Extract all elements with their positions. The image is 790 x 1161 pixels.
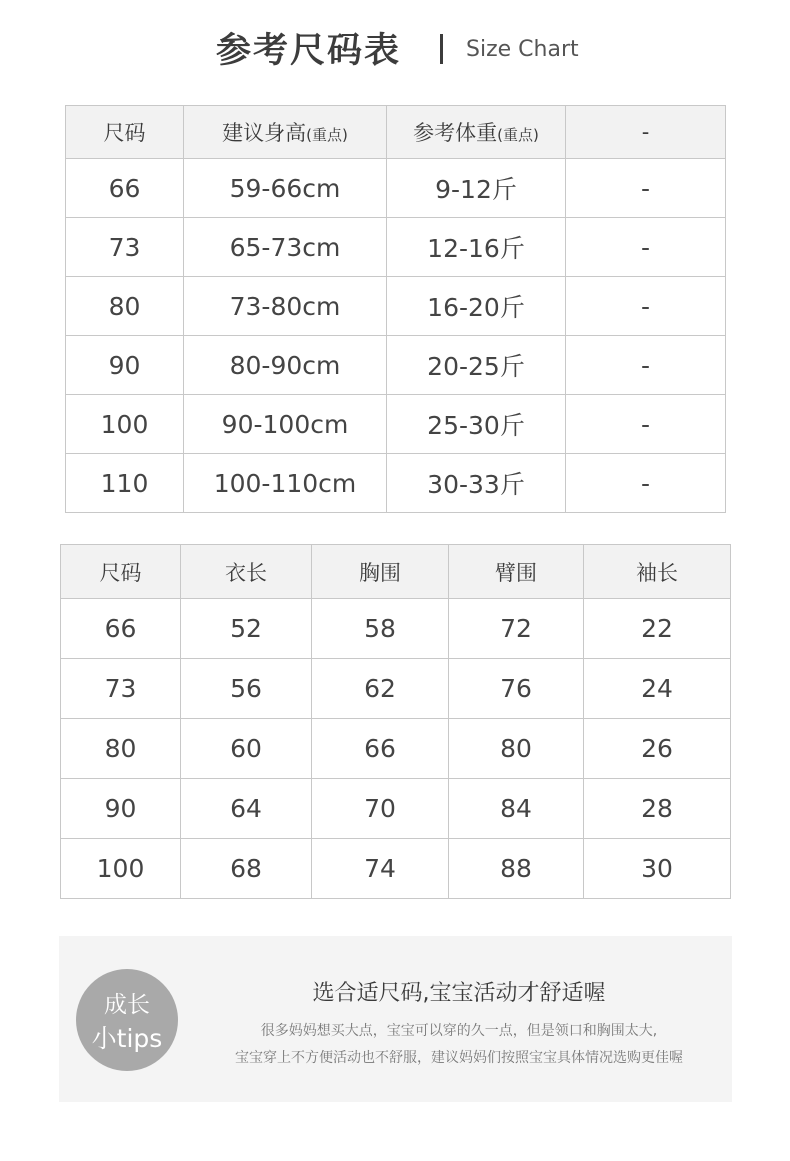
header-cell-size: 尺码	[61, 545, 181, 599]
size-weight-table	[65, 105, 726, 513]
weight-cell: 9-12斤	[387, 159, 566, 218]
arm-cell: 88	[449, 839, 584, 899]
page-header	[0, 28, 790, 74]
length-cell: 56	[181, 659, 312, 719]
chest-cell: 70	[312, 779, 449, 839]
length-cell: 64	[181, 779, 312, 839]
size-cell: 90	[66, 336, 184, 395]
chest-cell: 58	[312, 599, 449, 659]
blank-cell: -	[566, 218, 726, 277]
table-row	[61, 779, 731, 839]
blank-cell: -	[566, 454, 726, 513]
chest-cell: 62	[312, 659, 449, 719]
arm-cell: 84	[449, 779, 584, 839]
height-cell: 100-110cm	[184, 454, 387, 513]
arm-cell: 76	[449, 659, 584, 719]
tips-badge-line1: 成长	[104, 992, 150, 1018]
header-cell-height: 建议身高(重点)	[184, 106, 387, 159]
measurement-table	[60, 544, 731, 899]
height-cell: 65-73cm	[184, 218, 387, 277]
page-title: 参考尺码表	[216, 31, 402, 71]
height-cell: 59-66cm	[184, 159, 387, 218]
size-cell: 66	[66, 159, 184, 218]
height-cell: 80-90cm	[184, 336, 387, 395]
size-cell: 73	[61, 659, 181, 719]
table-row	[66, 336, 726, 395]
header-cell-sleeve: 袖长	[584, 545, 731, 599]
arm-cell: 72	[449, 599, 584, 659]
length-cell: 52	[181, 599, 312, 659]
blank-cell: -	[566, 336, 726, 395]
header-cell-chest: 胸围	[312, 545, 449, 599]
tips-text-line1: 很多妈妈想买大点，宝宝可以穿的久一点，但是领口和胸围太大,	[260, 1023, 658, 1039]
weight-cell: 25-30斤	[387, 395, 566, 454]
length-cell: 68	[181, 839, 312, 899]
size-cell: 73	[66, 218, 184, 277]
weight-cell: 16-20斤	[387, 277, 566, 336]
table-row	[66, 159, 726, 218]
sleeve-cell: 24	[584, 659, 731, 719]
table-row	[66, 218, 726, 277]
sleeve-cell: 28	[584, 779, 731, 839]
length-cell: 60	[181, 719, 312, 779]
weight-cell: 12-16斤	[387, 218, 566, 277]
weight-cell: 30-33斤	[387, 454, 566, 513]
header-cell-length: 衣长	[181, 545, 312, 599]
sleeve-cell: 26	[584, 719, 731, 779]
tips-badge	[76, 969, 178, 1071]
weight-cell: 20-25斤	[387, 336, 566, 395]
size-cell: 110	[66, 454, 184, 513]
blank-cell: -	[566, 395, 726, 454]
tips-panel	[59, 936, 732, 1102]
table-header-row	[66, 106, 726, 159]
size-cell: 80	[66, 277, 184, 336]
table-row	[66, 395, 726, 454]
height-cell: 73-80cm	[184, 277, 387, 336]
tips-badge-line2: 小tips	[91, 1024, 163, 1053]
size-cell: 100	[66, 395, 184, 454]
table-row	[66, 454, 726, 513]
table-row	[61, 839, 731, 899]
blank-cell: -	[566, 277, 726, 336]
chest-cell: 66	[312, 719, 449, 779]
arm-cell: 80	[449, 719, 584, 779]
header-cell-weight: 参考体重(重点)	[387, 106, 566, 159]
size-cell: 90	[61, 779, 181, 839]
table-row	[61, 659, 731, 719]
blank-cell: -	[566, 159, 726, 218]
tips-heading: 选合适尺码,宝宝活动才舒适喔	[312, 981, 606, 1006]
header-cell-blank: -	[566, 106, 726, 159]
height-cell: 90-100cm	[184, 395, 387, 454]
table-row	[61, 719, 731, 779]
table-row	[66, 277, 726, 336]
title-divider	[440, 34, 443, 64]
table-row	[61, 599, 731, 659]
page-subtitle: Size Chart	[466, 37, 579, 62]
tips-text-line2: 宝宝穿上不方便活动也不舒服，建议妈妈们按照宝宝具体情况选购更佳喔	[235, 1050, 683, 1066]
size-cell: 80	[61, 719, 181, 779]
chest-cell: 74	[312, 839, 449, 899]
sleeve-cell: 30	[584, 839, 731, 899]
header-cell-size: 尺码	[66, 106, 184, 159]
header-cell-arm: 臂围	[449, 545, 584, 599]
table-header-row	[61, 545, 731, 599]
sleeve-cell: 22	[584, 599, 731, 659]
size-cell: 100	[61, 839, 181, 899]
size-cell: 66	[61, 599, 181, 659]
